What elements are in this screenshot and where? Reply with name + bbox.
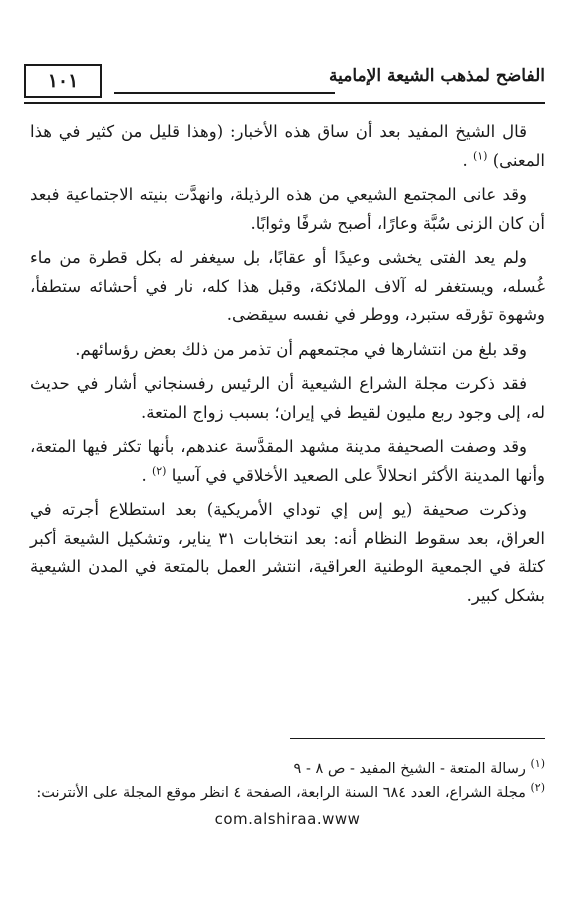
footnote-ref-1[interactable]: (١) <box>472 149 488 162</box>
paragraph-6: وقد وصفت الصحيفة مدينة مشهد المقدَّسة عندهم، بأنها تكثر فيها المتعة، وأنها المدينة الأكثر انحلالاً على الصعيد الأخلاقي في آسيا $^{(٢)}$ . <box>30 437 545 485</box>
paragraph-2: وقد عانى المجتمع الشيعي من هذه الرذيلة، وانهدَّت بنيته الاجتماعية فبعد أن كان الزنى سُبَّة وعارًا، أصبح شرفًا وثوابًا. <box>30 185 545 233</box>
running-title: الفاضح لمذهب الشيعة الإمامية <box>328 66 545 86</box>
page-number: ١٠١ <box>24 64 102 98</box>
header-rule-upper <box>114 92 335 94</box>
paragraph-5: فقد ذكرت مجلة الشراع الشيعية أن الرئيس رفسنجاني أشار في حديث له، إلى وجود ربع مليون لقيط في إيران؛ بسبب زواج المتعة. <box>30 374 545 422</box>
page-header <box>24 64 545 104</box>
footnote-ref-2[interactable]: (٢) <box>151 464 167 477</box>
footnote-1: $^{(١)}$ رسالة المتعة - الشيخ المفيد - ص ٨ - ٩ <box>293 757 545 777</box>
footnote-2: $^{(٢)}$ مجلة الشراع، العدد ٦٨٤ السنة الرابعة، الصفحة ٤ انظر موقع المجلة على الأنترنت: <box>36 781 545 801</box>
paragraph-1: قال الشيخ المفيد بعد أن ساق هذه الأخبار: (وهذا قليل من كثير في هذا المعنى) $^{(١)}$ . <box>30 122 545 170</box>
footnotes <box>30 757 545 831</box>
paragraph-7: وذكرت صحيفة (يو إس إي توداي الأمريكية) بعد استطلاع أجرته في العراق، بعد سقوط النظام أنه: بعد انتخابات ٣١ يناير، وتشكيل الشيعة أكبر كتلة في الجمعية الوطنية العراقية، انتشر العمل بالمتعة في المدن الشيعية بشكل كبير. <box>30 500 546 605</box>
paragraph-3: ولم يعد الفتى يخشى وعيدًا أو عقابًا، بل سيغفر له بكل قطرة من ماء غُسله، ويستغفر له آلاف الملائكة، وقبل هذا كله، نار في أحشائه ستطفأ، وشهوة تؤرقه ستبرد، ووطر في نفسه سيقضى. <box>30 248 545 324</box>
main-text <box>30 118 545 616</box>
paragraph-4: وقد بلغ من انتشارها في مجتمعهم أن تذمر من ذلك بعض رؤسائهم. <box>75 339 527 359</box>
footnote-2-url[interactable]: com.alshiraa.www <box>214 810 361 828</box>
footnote-separator <box>290 738 545 739</box>
header-rule <box>24 102 545 104</box>
